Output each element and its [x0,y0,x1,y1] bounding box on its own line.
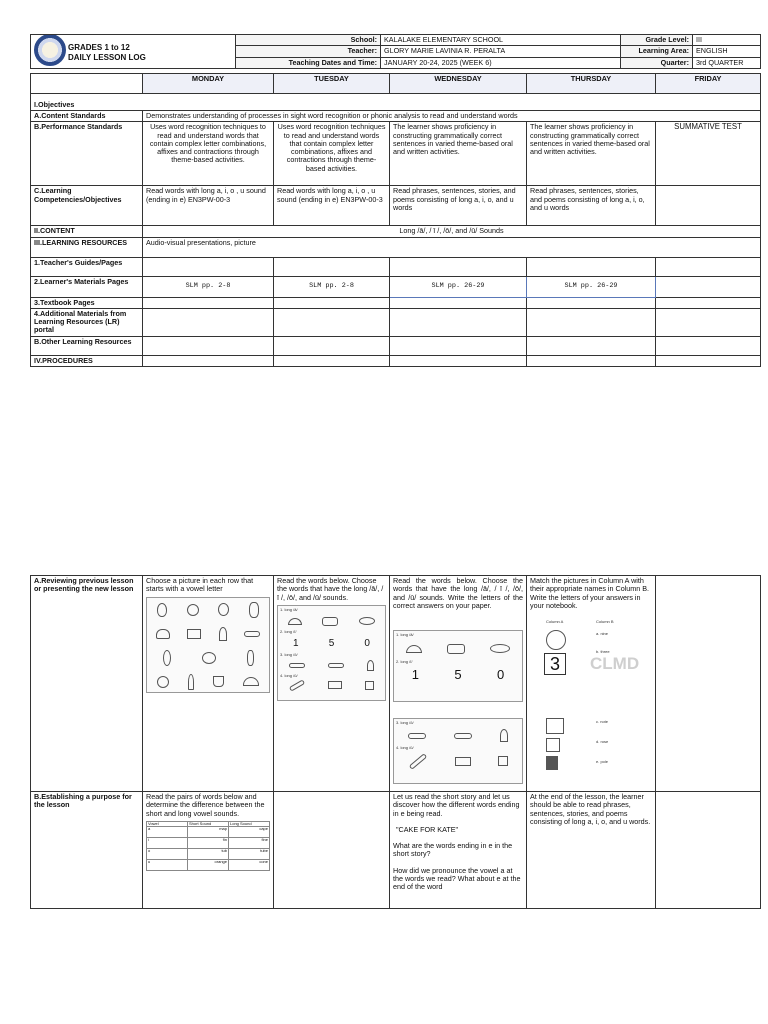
cake-icon [187,629,201,639]
day-thursday: THURSDAY [527,74,656,94]
short-cell: fin [188,838,229,849]
piano-icon [455,757,471,766]
clock-icon [546,630,566,650]
column-b-label: Column B [596,619,614,625]
guava-icon [218,603,229,616]
long-vowel-worksheet-wed-top [393,630,523,702]
orange-icon [187,604,199,616]
guitar-icon [289,679,305,691]
purpose-label: B.Establishing a purpose for the lesson [31,792,143,909]
review-thursday [527,576,656,792]
review-thursday-text: Match the pictures in Column A with their appropriate names in Column B. Write the letters of your answers in your notebook. [530,576,650,610]
review-monday [143,576,274,792]
review-wednesday-text: Read the words below. Choose the words that have the long /ā/, / ī /, /ō/, and /ū/ sounds. Write the letters of the correct answers on your paper. [393,576,523,610]
short-cell: orange [188,860,229,871]
number-five-icon: 5 [454,666,462,682]
day-wednesday: WEDNESDAY [390,74,527,94]
performance-tuesday: Uses word recognition techniques to read and understand words that contain complex letter combinations, affixes and contractions through theme-based activities. [274,122,390,186]
short-cell: tub [188,849,229,860]
review-tuesday-text: Read the words below. Choose the words that have the long /ā/, / ī /, /ō/, and /ū/ sounds. [277,576,384,602]
cube-icon [365,681,374,690]
day-monday: MONDAY [143,74,274,94]
short-col-header: Short Sound [188,821,229,827]
short-cell: map [188,827,229,838]
wed-row-label-4: 4. long /ū/ [396,744,414,750]
vowel-col-header: Vowel [147,821,188,827]
content-label: II.CONTENT [31,226,143,237]
answer-e: e. pole [596,759,609,765]
performance-wednesday: The learner shows proficiency in constructing grammatically correct sentences in varied theme-based oral and written activities. [390,122,527,186]
coconut-icon [157,676,169,688]
lesson-log-table [30,73,761,367]
wed-row-label-3: 3. long /ō/ [396,720,414,726]
review-label: A.Reviewing previous lesson or presenting the new lesson [31,576,143,792]
note-icon [546,738,560,752]
pineapple-icon [249,602,259,618]
number-zero-icon: 0 [364,638,370,650]
dog-icon [447,644,465,654]
performance-friday: SUMMATIVE TEST [656,122,761,186]
long-vowel-worksheet-tuesday [277,605,386,701]
long-col-header: Long Sound [229,821,270,827]
long-cell: fine [229,838,270,849]
competencies-thursday: Read phrases, sentences, stories, and poems consisting of long a, i, o, and u words [527,186,656,226]
number-one-icon: 1 [293,638,299,650]
cap-icon [288,618,302,625]
day-friday: FRIDAY [656,74,761,94]
number-one-icon: 1 [411,666,419,682]
school-value: KALALAKE ELEMENTARY SCHOOL [381,35,621,46]
clmd-watermark: CLMD [590,654,640,674]
bellbone-icon [454,733,472,739]
vowel-cell: i [147,838,188,849]
procedures-table [30,575,761,909]
teacher-guides-label: 1.Teacher's Guides/Pages [31,257,143,276]
resources-label: III.LEARNING RESOURCES [31,237,143,257]
ice-cream-cone-icon [500,729,508,742]
bellbone-icon [328,663,344,668]
teacher-value: GLORY MARIE LAVINIA R. PERALTA [381,46,621,57]
vowel-cell: o [147,849,188,860]
competencies-tuesday: Read words with long a, i, o , u sound (ending in e) EN3PW-00-3 [274,186,390,226]
vowel-sound-table [146,821,270,872]
tue-row-label-3: 3. long /ō/ [280,652,298,658]
learner-materials-label: 2.Learner's Materials Pages [31,276,143,297]
grade-label: Grade Level: [621,35,693,46]
quarter-label: Quarter: [621,57,693,68]
answer-a: a. nine [596,631,609,637]
dates-value: JANUARY 20-24, 2025 (WEEK 6) [381,57,621,68]
quarter-value: 3rd QUARTER [693,57,761,68]
vowel-cell: u [147,860,188,871]
other-resources-label: B.Other Learning Resources [31,336,143,355]
review-monday-text: Choose a picture in each row that starts with a vowel letter [146,576,254,594]
tue-row-label-2: 2. long /ī/ [280,629,297,635]
piano-icon [328,681,342,689]
review-wednesday [390,576,527,792]
purpose-wednesday [390,792,527,909]
teacher-label: Teacher: [236,46,381,57]
long-cell: cape [229,827,270,838]
ice-cream-icon [219,627,227,641]
purpose-wed-story-title: "CAKE FOR KATE" [396,824,459,834]
tue-row-label-1: 1. long /ā/ [280,606,298,612]
dog-icon [322,617,338,626]
resources-value: Audio-visual presentations, picture [143,237,761,257]
competencies-label: C.Learning Competencies/Objectives [31,186,143,226]
procedures-label: IV.PROCEDURES [31,355,143,366]
number-three-icon: 3 [544,653,566,675]
answer-d: d. rose [596,739,609,745]
performance-monday: Uses word recognition techniques to read and understand words that contain complex letter combinations, affixes and contractions through theme-based activities. [143,122,274,186]
purpose-wed-intro: Let us read the short story and let us discover how the different words ending in e being read. [393,792,520,818]
answer-c: c. note [596,719,609,725]
number-five-icon: 5 [328,638,335,650]
robot-icon [546,756,558,770]
slm-thursday: SLM pp. 26-29 [527,276,656,297]
objectives-heading: I.Objectives [31,94,761,111]
school-label: School: [236,35,381,46]
whale-icon [490,644,510,653]
day-tuesday: TUESDAY [274,74,390,94]
competencies-wednesday: Read phrases, sentences, stories, and poems consisting of long a, i, o, and u words [390,186,527,226]
purpose-wed-question-2: How did we pronounce the vowel a at the words we read? What about e at the end of the word [393,865,521,892]
number-zero-icon: 0 [497,666,505,682]
vowel-cell: a [147,827,188,838]
textbook-label: 3.Textbook Pages [31,297,143,308]
long-cell: tube [229,849,270,860]
slm-tuesday: SLM pp. 2-8 [274,276,390,297]
matching-worksheet [530,620,652,770]
purpose-thursday: At the end of the lesson, the learner should be able to read phrases, sentences, stories, and poems consisting of long a, i, o, and u words. [527,792,656,909]
competencies-monday: Read words with long a, i, o , u sound (ending in e) EN3PW-00-3 [143,186,274,226]
hotdog-icon [244,631,260,637]
review-tuesday [274,576,390,792]
answer-b: b. three [596,649,610,655]
long-vowel-worksheet-wed-bottom [393,718,523,784]
calendar-icon [546,718,564,734]
slm-monday: SLM pp. 2-8 [143,276,274,297]
eggplant-icon [163,650,171,666]
wed-row-label-2: 2. long /ī/ [396,658,413,664]
purpose-monday [143,792,274,909]
performance-thursday: The learner shows proficiency in constructing grammatically correct sentences in varied theme-based oral and written activities. [527,122,656,186]
column-a-label: Column A [546,619,564,625]
guitar-icon [408,753,427,770]
avocado-icon [157,603,167,617]
purpose-wed-question-1: What are the words ending in e in the short story? [393,841,513,859]
whale-icon [359,617,375,625]
performance-standards-label: B.Performance Standards [31,122,143,186]
carrot-icon [188,674,194,690]
area-label: Learning Area: [621,46,693,57]
bone-icon [289,663,305,668]
slm-wednesday: SLM pp. 26-29 [390,276,527,297]
wed-row-label-1: 1. long /ā/ [396,632,414,638]
cup-icon [213,676,224,687]
content-value: Long /ā/, / ī /, /ō/, and /ū/ Sounds [143,226,761,237]
long-cell: cone [229,860,270,871]
squash-icon [202,652,216,664]
area-value: ENGLISH [693,46,761,57]
dates-label: Teaching Dates and Time: [236,57,381,68]
grade-value: III [693,35,761,46]
content-standards-label: A.Content Standards [31,111,143,122]
ice-cream-cone-icon [367,660,374,671]
tue-row-label-4: 4. long /ū/ [280,672,298,678]
additional-materials-label: 4.Additional Materials from Learning Resources (LR) portal [31,308,143,336]
vowel-picture-worksheet [146,597,270,693]
burger-icon [156,629,170,639]
content-standards-value: Demonstrates understanding of processes in sight word recognition or phonic analysis to read and understand words [143,111,761,122]
bone-icon [408,733,426,739]
school-info-table [30,34,761,69]
title-line-2: DAILY LESSON LOG [68,53,146,62]
title-line-1: GRADES 1 to 12 [68,43,130,52]
purpose-monday-text: Read the pairs of words below and determine the difference between the short and long vowel sounds. [146,792,265,818]
cap-icon [406,645,422,653]
cube-icon [498,756,508,766]
umbrella-icon [243,677,259,686]
corn-icon [247,650,254,666]
